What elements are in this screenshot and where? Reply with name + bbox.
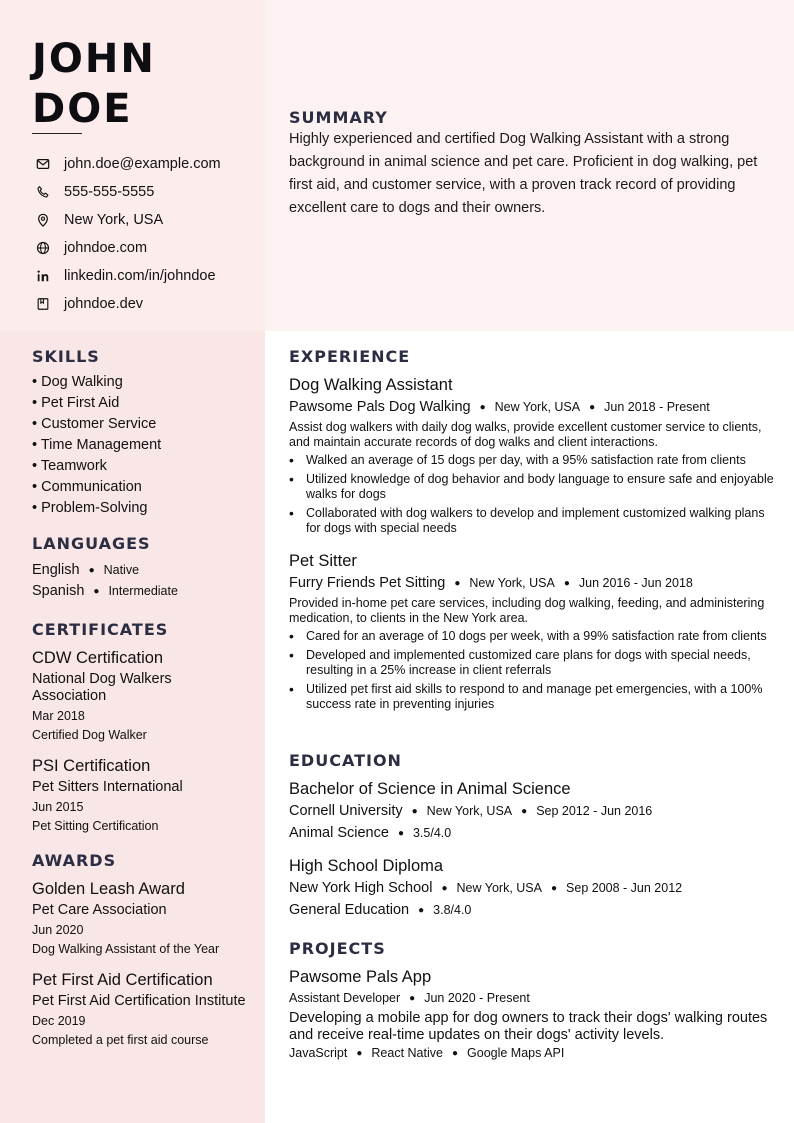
summary-text: Highly experienced and certified Dog Walking Assistant with a strong background in animal science and pet care. Proficient in dog walking, pet first aid, and customer service, with a proven track record of providing excellent care to dogs and their owners. (289, 131, 758, 216)
job-description: Provided in-home pet care services, including dog walking, feeding, and administering medication, to clients in the New York area. (289, 596, 765, 625)
job-meta (289, 398, 774, 417)
separator-dot: ● (88, 565, 95, 576)
job-achievements (289, 453, 774, 536)
separator-dot: ● (409, 993, 416, 1004)
award-title: Pet First Aid Certification (32, 971, 213, 989)
tech-item: React Native (371, 1046, 443, 1060)
separator-dot: ● (356, 1048, 363, 1059)
education-location: New York, USA (426, 804, 513, 818)
education-meta (289, 879, 774, 898)
award-date: Jun 2020 (32, 923, 84, 937)
separator-dot: ● (418, 905, 425, 916)
certificate-title: PSI Certification (32, 757, 151, 775)
job-dates: Jun 2016 - Jun 2018 (578, 576, 693, 590)
language-item (32, 581, 247, 602)
location-icon (32, 209, 54, 231)
contact-linkedin-text: linkedin.com/in/johndoe (64, 268, 216, 284)
contact-phone-text: 555-555-5555 (64, 184, 155, 200)
award-entry (32, 970, 247, 1048)
education-grade: 3.5/4.0 (412, 826, 452, 840)
job-entry (289, 551, 774, 712)
job-company: Furry Friends Pet Sitting (289, 575, 446, 591)
contact-website[interactable] (32, 234, 221, 262)
separator-dot: ● (397, 828, 404, 839)
separator-dot: ● (411, 806, 418, 817)
education-dates: Sep 2012 - Jun 2016 (536, 804, 653, 818)
name-divider (32, 133, 82, 134)
skill-item: • Customer Service (32, 416, 157, 432)
project-role: Assistant Developer (289, 991, 401, 1005)
award-entry (32, 879, 247, 957)
separator-dot: ● (479, 402, 486, 413)
education-detail (289, 824, 774, 843)
experience-heading: EXPERIENCE (289, 347, 411, 366)
name-line-first: JOHN (32, 36, 156, 82)
summary-heading: SUMMARY (289, 108, 388, 127)
linkedin-icon (32, 265, 54, 287)
certificate-desc: Pet Sitting Certification (32, 819, 159, 833)
skill-item: • Pet First Aid (32, 395, 120, 411)
certificate-title: CDW Certification (32, 649, 164, 667)
job-dates: Jun 2018 - Present (604, 400, 710, 414)
job-achievements (289, 629, 774, 712)
certificate-date: Jun 2015 (32, 800, 84, 814)
education-meta (289, 802, 774, 821)
portfolio-icon (32, 293, 54, 315)
certificate-entry (32, 648, 247, 743)
education-grade: 3.8/4.0 (433, 903, 472, 917)
projects-heading: PROJECTS (289, 939, 386, 958)
globe-icon (32, 237, 54, 259)
achievement-item: • Utilized pet first aid skills to respond to and manage pet emergencies, with a 100% success rate in preventing injuries (289, 682, 774, 712)
skill-item: • Dog Walking (32, 374, 123, 390)
contact-website-text: johndoe.com (64, 240, 148, 256)
tech-item: Google Maps API (467, 1046, 565, 1060)
contact-email-text: john.doe@example.com (64, 156, 221, 172)
education-degree: High School Diploma (289, 857, 444, 875)
job-location: New York, USA (494, 400, 581, 414)
language-name: Spanish (32, 583, 85, 599)
candidate-name (32, 34, 156, 134)
education-field: Animal Science (289, 825, 389, 841)
education-detail (289, 901, 774, 920)
separator-dot: ● (451, 1048, 459, 1059)
award-org: Pet Care Association (32, 902, 167, 918)
skills-heading: SKILLS (32, 347, 100, 366)
separator-dot: ● (441, 883, 448, 894)
language-level: Intermediate (108, 584, 178, 598)
skill-item: • Communication (32, 479, 142, 495)
certificate-entry (32, 756, 247, 834)
languages-heading: LANGUAGES (32, 534, 151, 553)
education-dates: Sep 2008 - Jun 2012 (566, 881, 683, 895)
contact-phone[interactable] (32, 178, 221, 206)
job-entry (289, 375, 774, 536)
education-location: New York, USA (456, 881, 542, 895)
skill-item: • Time Management (32, 437, 162, 453)
separator-dot: ● (521, 806, 528, 817)
award-desc: Completed a pet first aid course (32, 1033, 209, 1047)
achievement-item: • Collaborated with dog walkers to develop and implement customized walking plans for dogs with special needs (289, 506, 774, 536)
separator-dot: ● (551, 883, 558, 894)
contact-portfolio-text: johndoe.dev (64, 296, 144, 312)
skill-item: • Problem-Solving (32, 500, 148, 516)
job-company: Pawsome Pals Dog Walking (289, 399, 471, 415)
skill-item: • Teamwork (32, 458, 107, 474)
language-level: Native (103, 563, 140, 577)
award-org: Pet First Aid Certification Institute (32, 993, 246, 1009)
contact-location (32, 206, 221, 234)
certificate-org: Pet Sitters International (32, 779, 183, 795)
language-item (32, 560, 247, 581)
name-line-last: DOE (32, 86, 133, 132)
contact-list (32, 150, 221, 318)
achievement-item: • Utilized knowledge of dog behavior and body language to ensure safe and enjoyable walks for dogs (289, 472, 774, 502)
project-dates: Jun 2020 - Present (424, 991, 530, 1005)
achievement-item: • Walked an average of 15 dogs per day, with a 95% satisfaction rate from clients (289, 453, 774, 468)
contact-portfolio[interactable] (32, 290, 221, 318)
achievement-item: • Cared for an average of 10 dogs per week, with a 99% satisfaction rate from clients (289, 629, 774, 644)
skills-section (32, 347, 247, 519)
education-entry (289, 856, 774, 920)
contact-linkedin[interactable] (32, 262, 221, 290)
certificate-org: National Dog Walkers Association (32, 671, 172, 704)
job-meta (289, 574, 774, 593)
project-tech (289, 1046, 774, 1061)
separator-dot: ● (563, 578, 570, 589)
education-section (289, 751, 774, 920)
certificates-heading: CERTIFICATES (32, 620, 169, 639)
education-school: New York High School (289, 880, 433, 896)
experience-section (289, 347, 774, 716)
education-field: General Education (289, 902, 410, 918)
language-name: English (32, 562, 80, 578)
awards-section (32, 851, 247, 1048)
separator-dot: ● (93, 586, 100, 597)
job-location: New York, USA (469, 576, 555, 590)
project-meta (289, 991, 774, 1006)
tech-item: JavaScript (289, 1046, 348, 1060)
job-title: Dog Walking Assistant (289, 376, 453, 394)
job-title: Pet Sitter (289, 552, 357, 570)
education-heading: EDUCATION (289, 751, 402, 770)
project-description: Developing a mobile app for dog owners to track their dogs' walking routes and receive real-time updates on their dogs' activity levels. (289, 1010, 768, 1043)
education-entry (289, 779, 774, 843)
project-entry (289, 967, 774, 1061)
mail-icon (32, 153, 54, 175)
award-desc: Dog Walking Assistant of the Year (32, 942, 220, 956)
education-school: Cornell University (289, 803, 403, 819)
achievement-item: • Developed and implemented customized care plans for dogs with special needs, resulting in a 25% increase in client referrals (289, 648, 774, 678)
separator-dot: ● (589, 402, 596, 413)
award-title: Golden Leash Award (32, 880, 185, 898)
languages-section (32, 534, 247, 602)
certificates-section (32, 620, 247, 834)
projects-section (289, 939, 774, 1061)
awards-heading: AWARDS (32, 851, 117, 870)
certificate-date: Mar 2018 (32, 709, 85, 723)
separator-dot: ● (454, 578, 461, 589)
job-description: Assist dog walkers with daily dog walks, provide excellent customer service to clients, and maintain accurate records of dog walks and client interactions. (289, 420, 762, 449)
contact-email[interactable] (32, 150, 221, 178)
education-degree: Bachelor of Science in Animal Science (289, 780, 571, 798)
contact-location-text: New York, USA (64, 212, 164, 228)
certificate-desc: Certified Dog Walker (32, 728, 147, 742)
phone-icon (32, 181, 54, 203)
project-title: Pawsome Pals App (289, 968, 432, 986)
award-date: Dec 2019 (32, 1014, 86, 1028)
